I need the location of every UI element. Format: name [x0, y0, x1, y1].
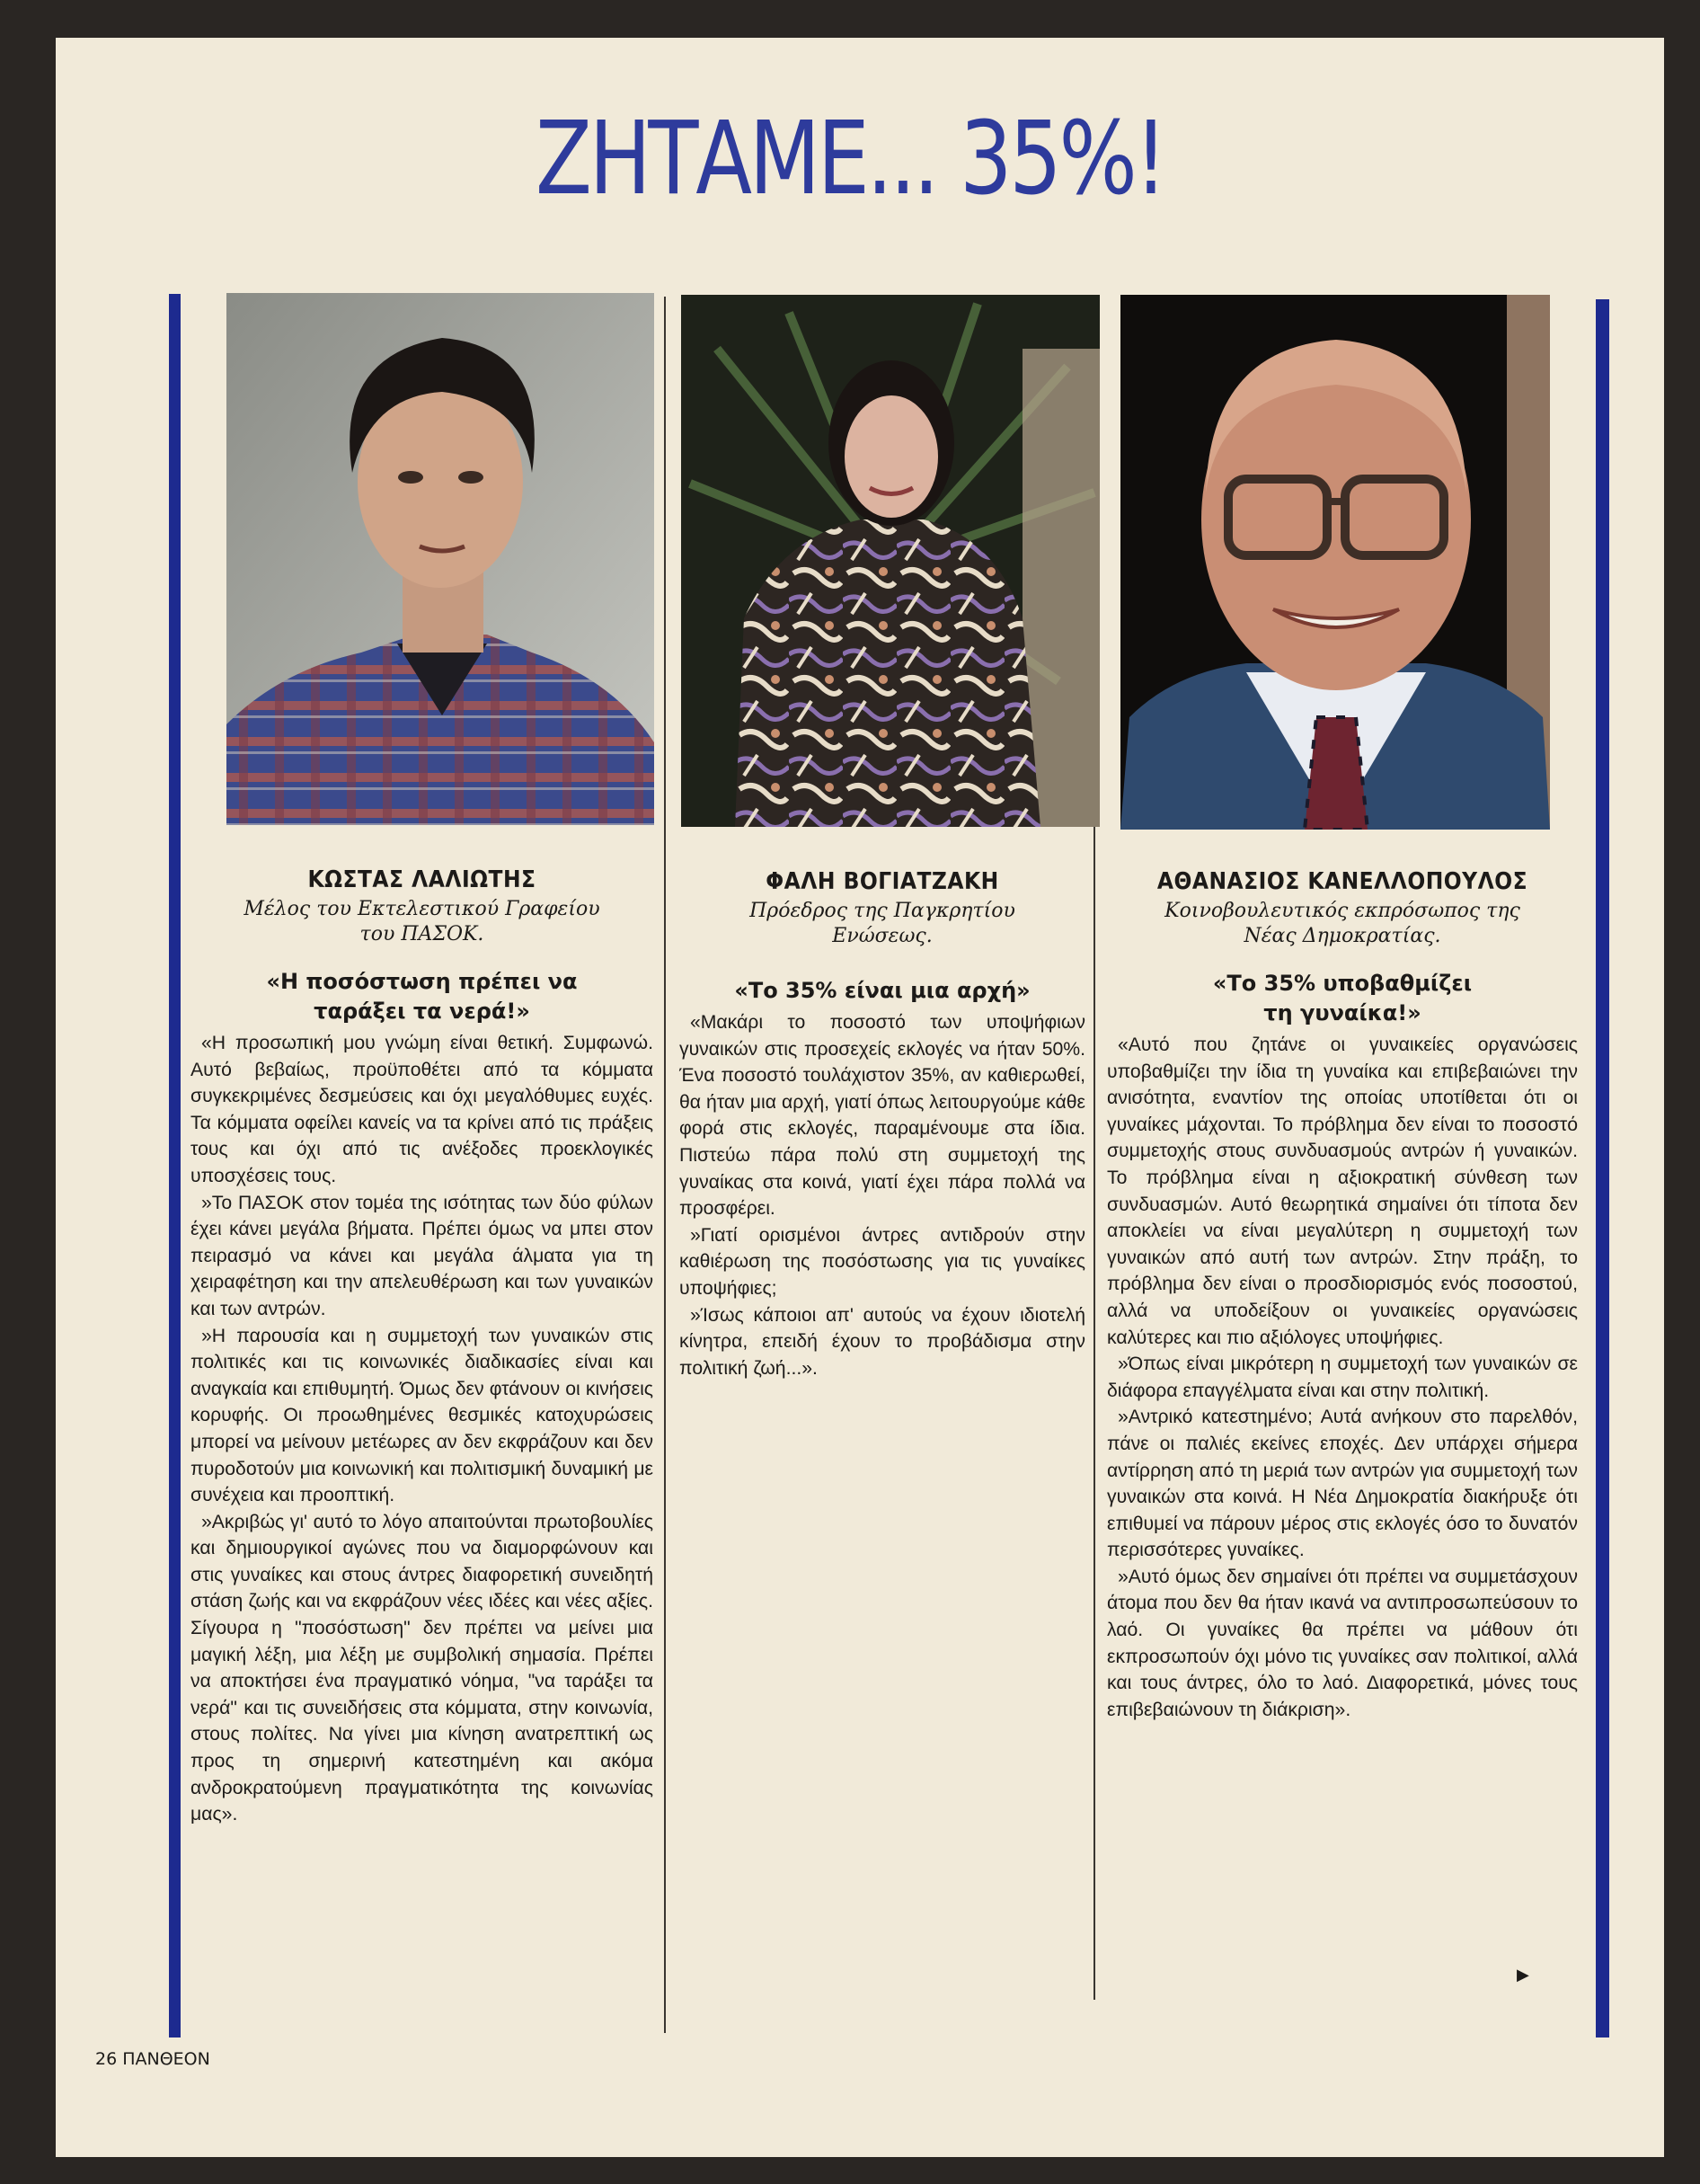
page-title: ΖΗΤΑΜΕ... 35%! [536, 101, 1164, 218]
person-role: Πρόεδρος της Παγκρητίου Ενώσεως. [749, 900, 1015, 947]
paragraph: »Αντρικό κατεστημένο; Αυτά ανήκουν στο παρελθόν, πάνε οι παλιές εκείνες εποχές. Δεν υπάρχει σήμερα αντίρρηση από τη μεριά των αντρών για συμμετοχή των γυναικών στα κοινά. Η Νέα Δημοκρατία διακήρυξε ότι επιθυμεί να πάρουν μέρος στις εκλογές όσο το δυνατόν περισσότερες γυναίκες. [1107, 1407, 1578, 1561]
quote-headline: «Το 35% είναι μια αρχή» [734, 978, 1031, 1003]
paragraph: «Αυτό που ζητάνε οι γυναικείες οργανώσεις υποβαθμίζει την ίδια τη γυναίκα και επιβεβαιώνει την ανισότητα, εναντίον της οποίας υποτίθεται ότι οι γυναίκες μάχονται. Το πρόβλημα δεν είναι το ποσοστό συμμετοχής στους συνδυασμούς αντρών ή γυναικών. Το πρόβλημα είναι η αξιοκρατική σύνθεση των συνδυασμών. Αυτό θεωρητικά σημαίνει ότι τίποτα δεν αποκλείει να είναι μεγαλύτερη η συμμετοχή των γυναικών από αυτή των αντρών. Στην πράξη, το πρόβλημα δεν είναι ο προσδιορισμός ενός ποσοστού, αλλά να υποδείξουν οι γυναικείες οργανώσεις καλύτερες και πιο αξιόλογες υποψήφιες. [1107, 1034, 1578, 1348]
paragraph: »Το ΠΑΣΟΚ στον τομέα της ισότητας των δύο φύλων έχει κάνει μεγάλα βήματα. Πρέπει όμως να μπει στον πειρασμό να κάνει και μεγάλα άλματα για τη χειραφέτηση και την απελευθέρωση και των γυναικών και των αντρών. [190, 1192, 653, 1319]
photo-lalliotis [226, 293, 654, 825]
quote-headline: «Η ποσόστωση πρέπει να ταράξει τα νερά!» [266, 969, 578, 1024]
quote-headline: «Το 35% υποβαθμίζει τη γυναίκα!» [1212, 971, 1473, 1025]
paragraph: «Η προσωπική μου γνώμη είναι θετική. Συμφωνώ. Αυτό βεβαίως, προϋποθέτει από τα κόμματα συγκεκριμένες δεσμεύσεις και όχι μεγαλόθυμες ευχές. Τα κόμματα οφείλει κανείς να τα κρίνει από τις πράξεις τους και όχι από τις ανέξοδες προεκλογικές υποσχέσεις τους. [190, 1033, 653, 1186]
page-footer: 26 ΠΑΝΘΕΟΝ [95, 2049, 210, 2069]
paragraph: »Η παρουσία και η συμμετοχή των γυναικών στις πολιτικές και τις κοινωνικές διαδικασίες είναι και αναγκαία και επιθυμητή. Όμως δεν φτάνουν οι κινήσεις κορυφής. Οι προωθημένες θεσμικές κατοχυρώσεις μπορεί να μείνουν μετέωρες αν δεν εκφράζουν και δεν πυροδοτούν μια κοινωνική και πολιτισμική δυναμική με συνέχεια και προοπτική. [190, 1325, 653, 1506]
column-divider-1 [664, 297, 666, 2033]
photo-kanellopoulos [1120, 295, 1550, 830]
person-name: ΑΘΑΝΑΣΙΟΣ ΚΑΝΕΛΛΟΠΟΥΛΟΣ [1156, 868, 1528, 895]
column-vogiatzaki [679, 868, 1085, 1381]
column-lalliotis [190, 866, 653, 1828]
column-kanellopoulos [1107, 868, 1578, 1723]
paragraph: »Ακριβώς γι' αυτό το λόγο απαιτούνται πρωτοβουλίες και δημιουργικοί αγώνες που να διαμορφώνουν και στις γυναίκες και στους άντρες διαφορετική συνειδητή στάση ζωής και να εκφράζουν νέες ιδέες και νέες αξίες. Σίγουρα η "ποσόστωση" δεν πρέπει να μείνει μια μαγική λέξη, μια λέξη με συμβολική σημασία. Πρέπει να αποκτήσει ένα πραγματικό νόημα, "να ταράξει τα νερά" και τις συνειδήσεις στα κόμματα, στην κοινωνία, στους πολίτες. Να γίνει μια κίνηση ανατρεπτική ως προς τη σημερινή κατεστημένη και ακόμα ανδροκρατούμενη πραγματικότητα της κοινωνίας μας». [190, 1511, 653, 1825]
left-blue-bar [169, 294, 181, 2038]
continue-arrow-icon: ▶ [1517, 1966, 1529, 1984]
paragraph: «Μακάρι το ποσοστό των υποψήφιων γυναικών στις προσεχείς εκλογές να ήταν 50%. Ένα ποσοστό τουλάχιστον 35%, αν καθιερωθεί, θα ήταν μια αρχή, γιατί όπως λειτουργούμε κάθε φορά στις εκλογές, παραμένουμε στα ίδια. Πιστεύω πάρα πολύ στη συμμετοχή της γυναίκας στα κοινά, γιατί έχει πάρα πολλά να προσφέρει. [679, 1012, 1085, 1220]
person-name: ΦΑΛΗ ΒΟΓΙΑΤΖΑΚΗ [766, 868, 999, 895]
person-role: Μέλος του Εκτελεστικού Γραφείου του ΠΑΣΟΚ. [243, 898, 600, 946]
right-blue-bar [1596, 299, 1609, 2038]
paragraph: »Όπως είναι μικρότερη η συμμετοχή των γυναικών σε διάφορα επαγγέλματα είναι και στην πολιτική. [1107, 1354, 1578, 1401]
paragraph: »Ίσως κάποιοι απ' αυτούς να έχουν ιδιοτελή κίνητρα, επειδή έχουν το προβάδισμα στην πολιτική ζωή...». [679, 1304, 1085, 1379]
paragraph: »Γιατί ορισμένοι άντρες αντιδρούν στην καθιέρωση της ποσόστωσης για τις γυναίκες υποψήφιες; [679, 1224, 1085, 1299]
article-body [679, 1009, 1085, 1381]
photo-vogiatzaki [681, 295, 1100, 827]
article-body [1107, 1032, 1578, 1723]
article-body [190, 1030, 653, 1828]
person-name: ΚΩΣΤΑΣ ΛΑΛΙΩΤΗΣ [307, 866, 536, 893]
paragraph: »Αυτό όμως δεν σημαίνει ότι πρέπει να συμμετάσχουν άτομα που δεν θα ήταν ικανά να αντιπροσωπεύσουν το λαό. Οι γυναίκες θα πρέπει να μάθουν ότι εκπροσωπούν όχι μόνο τις γυναίκες σαν πολιτικοί, αλλά και τους άντρες, όλο το λαό. Διαφορετικά, μόνες τους επιβεβαιώνουν τη διάκριση». [1107, 1566, 1578, 1720]
person-role: Κοινοβουλευτικός εκπρόσωπος της Νέας Δημοκρατίας. [1164, 900, 1520, 947]
